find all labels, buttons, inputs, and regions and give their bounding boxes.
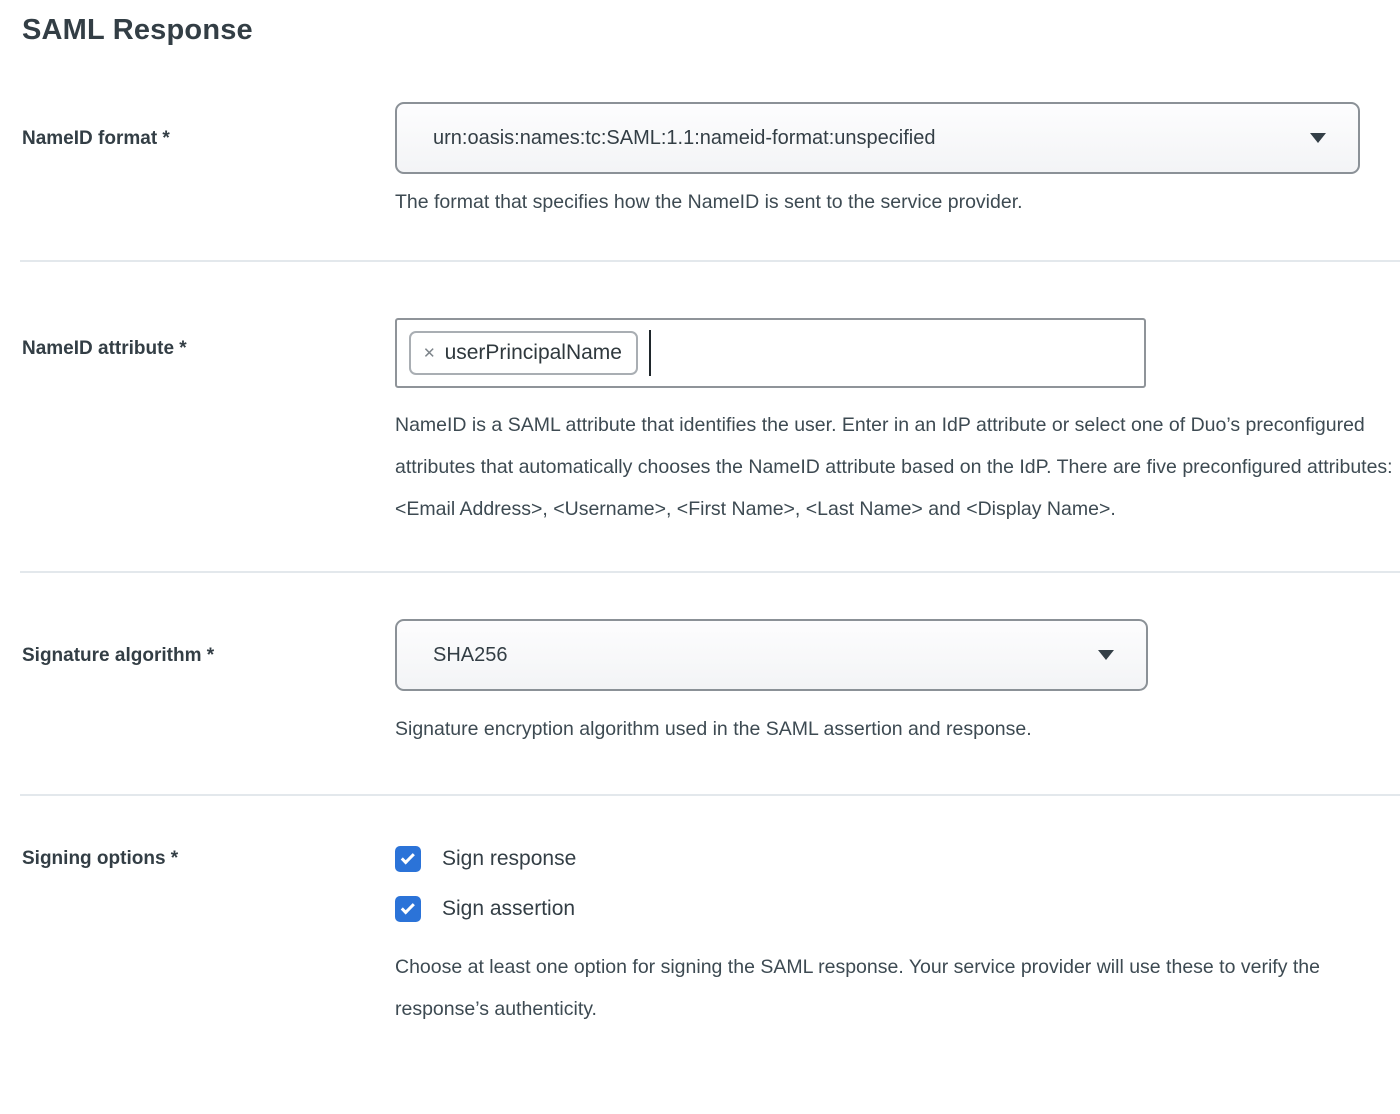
sign-response-checkbox[interactable] [395,846,421,872]
attribute-tag[interactable] [409,331,638,375]
sign-assertion-checkbox[interactable] [395,896,421,922]
signing-options-help-text: Choose at least one option for signing the SAML response. Your service provider will use these to verify the response’s authenticity. [395,956,1320,1020]
signature-algorithm-select[interactable] [395,619,1148,691]
signature-algorithm-control [395,619,1400,744]
attribute-tag-label: userPrincipalName [444,341,622,364]
sign-assertion-checkbox-label: Sign assertion [442,897,576,920]
page-title: SAML Response [22,14,253,46]
tag-remove-icon[interactable]: ✕ [423,344,436,362]
field-row-nameid-format [0,102,1400,217]
field-row-nameid-attribute [0,318,1400,530]
signature-algorithm-selected-value: SHA256 [433,643,508,666]
nameid-attribute-control [395,318,1400,530]
section-divider [20,260,1400,262]
sign-assertion-option[interactable] [395,896,1400,922]
field-row-signing-options [0,846,1400,1030]
signature-algorithm-label: Signature algorithm * [22,645,215,666]
section-divider [20,794,1400,796]
section-divider [20,571,1400,573]
signing-options-control [395,846,1400,1030]
sign-response-option[interactable] [395,846,1400,872]
chevron-down-icon [1310,133,1326,143]
checkmark-icon [400,850,414,864]
nameid-format-control [395,102,1400,217]
sign-response-checkbox-label: Sign response [442,847,577,870]
field-row-signature-algorithm [0,619,1400,744]
text-cursor [649,330,651,376]
nameid-attribute-help-text: NameID is a SAML attribute that identifies the user. Enter in an IdP attribute or select one of Duo’s preconfigured attributes that automatically chooses the NameID attribute based on the IdP. There are five preconfigured attributes: <Email Address>, <Username>, <First Name>, <Last Name> and <Display Name>. [395,414,1393,520]
nameid-format-selected-value: urn:oasis:names:tc:SAML:1.1:nameid-format:unspecified [433,126,936,149]
nameid-format-label: NameID format * [22,128,170,149]
signing-options-label: Signing options * [22,848,179,869]
nameid-format-help-text: The format that specifies how the NameID is sent to the service provider. [395,191,1023,213]
signature-algorithm-help-text: Signature encryption algorithm used in the SAML assertion and response. [395,718,1032,740]
nameid-attribute-input[interactable] [395,318,1146,388]
checkmark-icon [400,900,414,914]
chevron-down-icon [1098,650,1114,660]
nameid-format-select[interactable] [395,102,1360,174]
nameid-attribute-label: NameID attribute * [22,338,187,359]
